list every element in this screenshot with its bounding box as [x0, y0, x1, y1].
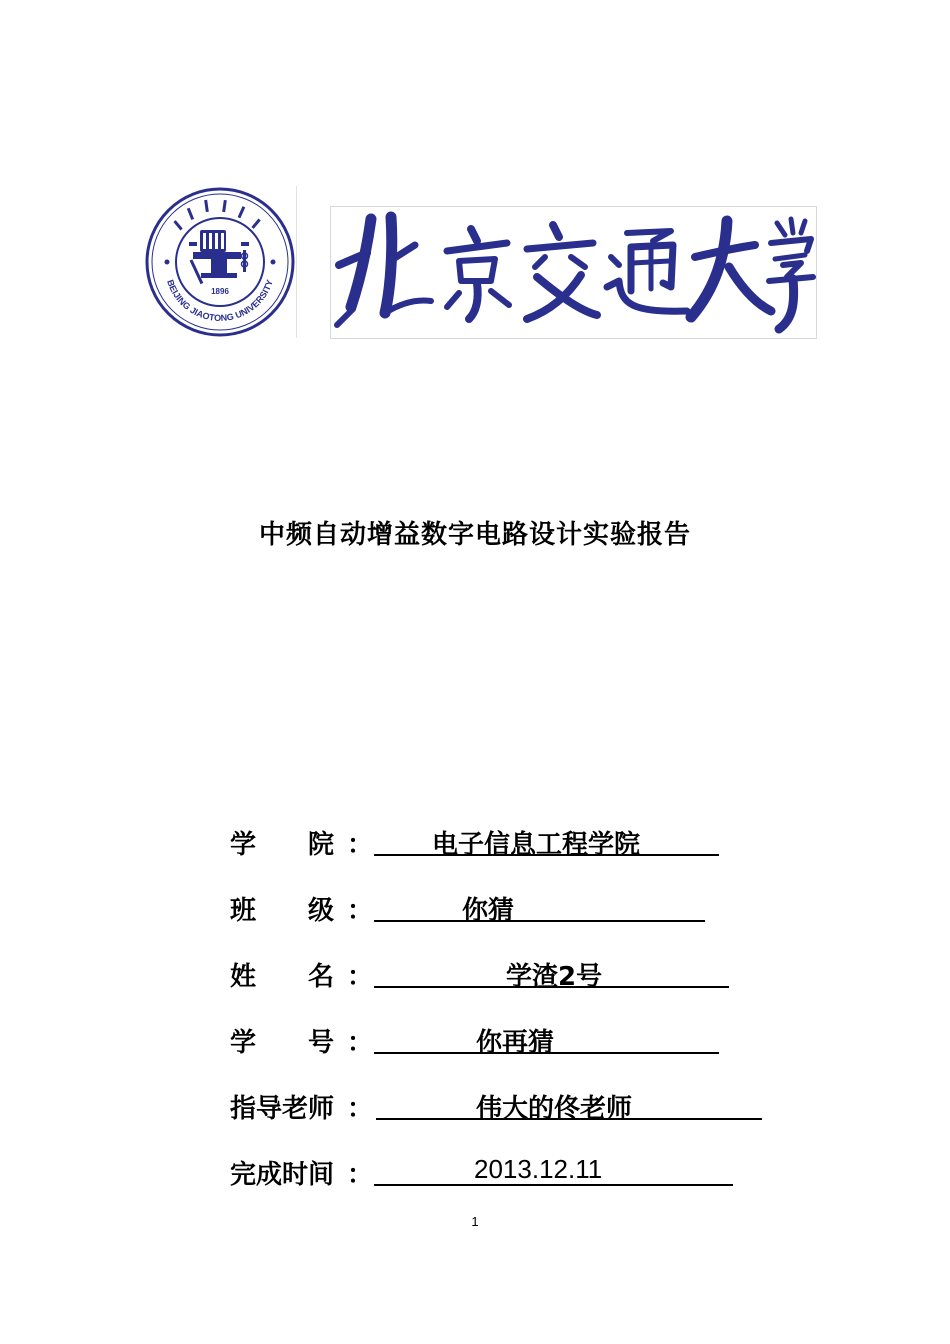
field-advisor [230, 1088, 770, 1128]
field-value: 学渣2号 [506, 962, 603, 992]
field-value: 你猜 [462, 896, 515, 926]
field-class [230, 890, 730, 930]
field-colon: ： [347, 1160, 374, 1190]
field-label: 姓 名 [230, 962, 335, 992]
field-value: 你再猜 [476, 1028, 555, 1058]
field-label: 完成时间 [230, 1160, 335, 1190]
field-underline [374, 920, 705, 922]
field-colon: ： [347, 962, 374, 992]
logo-divider [296, 186, 297, 338]
field-value: 2013.12.11 [474, 1154, 603, 1184]
field-college [230, 824, 730, 864]
field-completion-date [230, 1154, 740, 1194]
field-label: 学 院 [230, 830, 335, 860]
field-colon: ： [347, 896, 374, 926]
field-label: 班 级 [230, 896, 335, 926]
field-colon: ： [347, 830, 374, 860]
field-label: 学 号 [230, 1028, 335, 1058]
calligraphy-text: 北京交通大学 [331, 207, 337, 208]
field-student-id [230, 1022, 730, 1062]
university-name-calligraphy-icon [330, 206, 817, 339]
field-colon: ： [347, 1094, 374, 1124]
seal-english-text: BEIJING JIAOTONG UNIVERSITY [165, 278, 275, 324]
page-number: 1 [471, 1214, 479, 1229]
seal-year: 1896 [211, 287, 229, 296]
university-seal-icon [143, 186, 297, 338]
field-colon: ： [347, 1028, 374, 1058]
field-value: 电子信息工程学院 [432, 830, 641, 860]
field-label: 指导老师 [230, 1094, 335, 1124]
field-name [230, 956, 740, 996]
report-title: 中频自动增益数字电路设计实验报告 [258, 520, 691, 550]
field-value: 伟大的佟老师 [476, 1094, 633, 1124]
